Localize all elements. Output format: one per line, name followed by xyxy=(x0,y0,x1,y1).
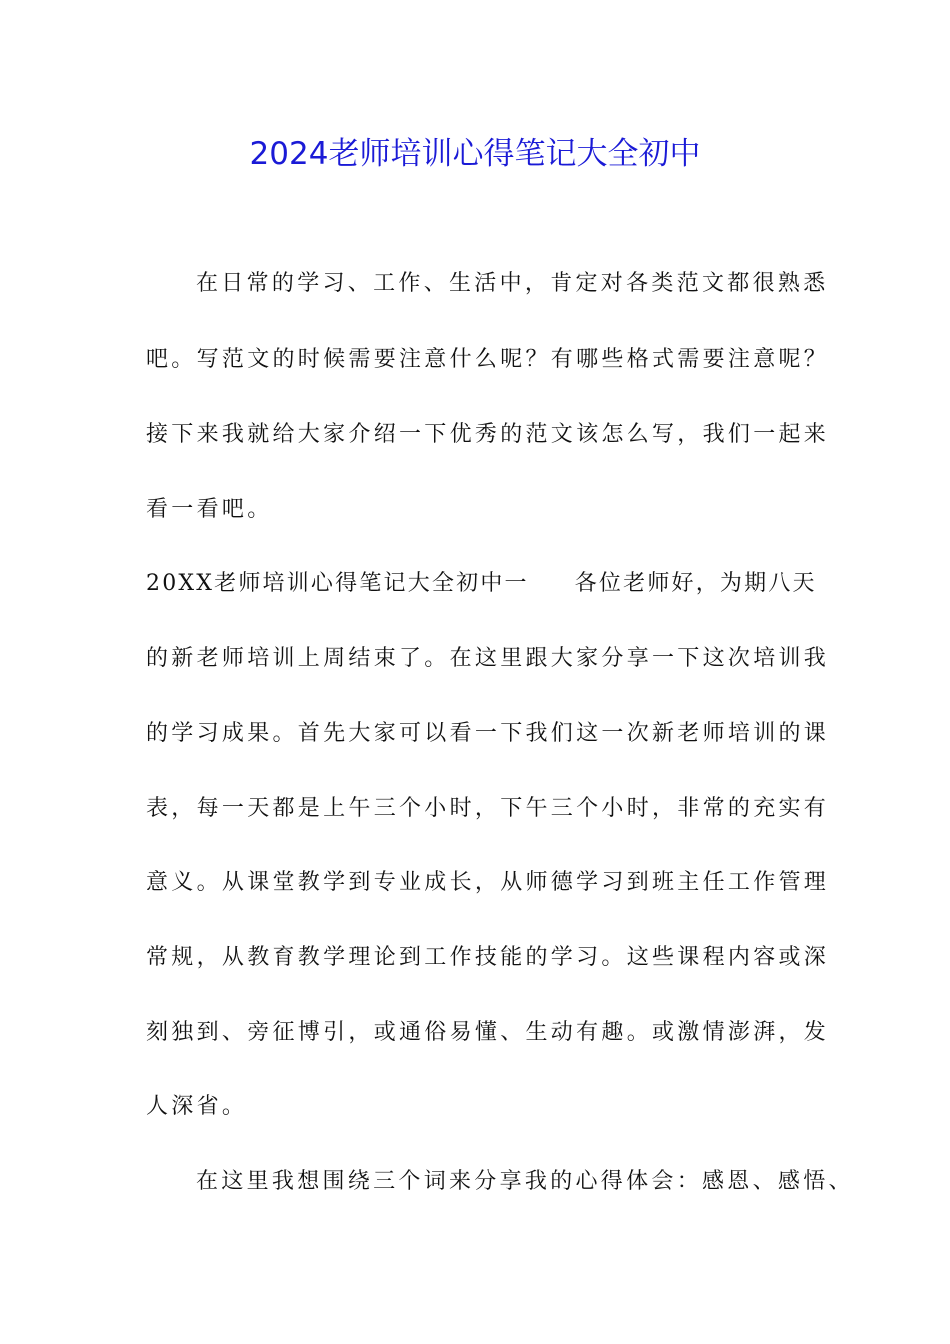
section1-first-text: 各位老师好，为期八天 xyxy=(574,571,817,596)
section1-line-7: 刻独到、旁征博引，或通俗易懂、生动有趣。或激情澎湃，发 xyxy=(146,1020,830,1045)
intro-line-2: 吧。写范文的时候需要注意什么呢？有哪些格式需要注意呢？ xyxy=(146,347,830,372)
section1-first-line xyxy=(146,566,817,602)
document-title: 2024老师培训心得笔记大全初中 xyxy=(249,136,701,172)
intro-line-4: 看一看吧。 xyxy=(146,497,273,522)
section1-line-6: 常规，从教育教学理论到工作技能的学习。这些课程内容或深 xyxy=(146,945,830,970)
section1-heading: 20XX老师培训心得笔记大全初中一 xyxy=(146,571,529,596)
section1-line-8: 人深省。 xyxy=(146,1094,248,1119)
section1-line-2: 的新老师培训上周结束了。在这里跟大家分享一下这次培训我 xyxy=(146,646,830,671)
para2-line-1: 在这里我想围绕三个词来分享我的心得体会：感恩、感悟、 xyxy=(196,1169,854,1194)
section1-line-3: 的学习成果。首先大家可以看一下我们这一次新老师培训的课 xyxy=(146,721,830,746)
intro-line-3: 接下来我就给大家介绍一下优秀的范文该怎么写，我们一起来 xyxy=(146,422,830,447)
intro-line-1: 在日常的学习、工作、生活中，肯定对各类范文都很熟悉 xyxy=(196,271,829,296)
section1-line-4: 表，每一天都是上午三个小时，下午三个小时，非常的充实有 xyxy=(146,796,830,821)
section1-line-5: 意义。从课堂教学到专业成长，从师德学习到班主任工作管理 xyxy=(146,870,830,895)
